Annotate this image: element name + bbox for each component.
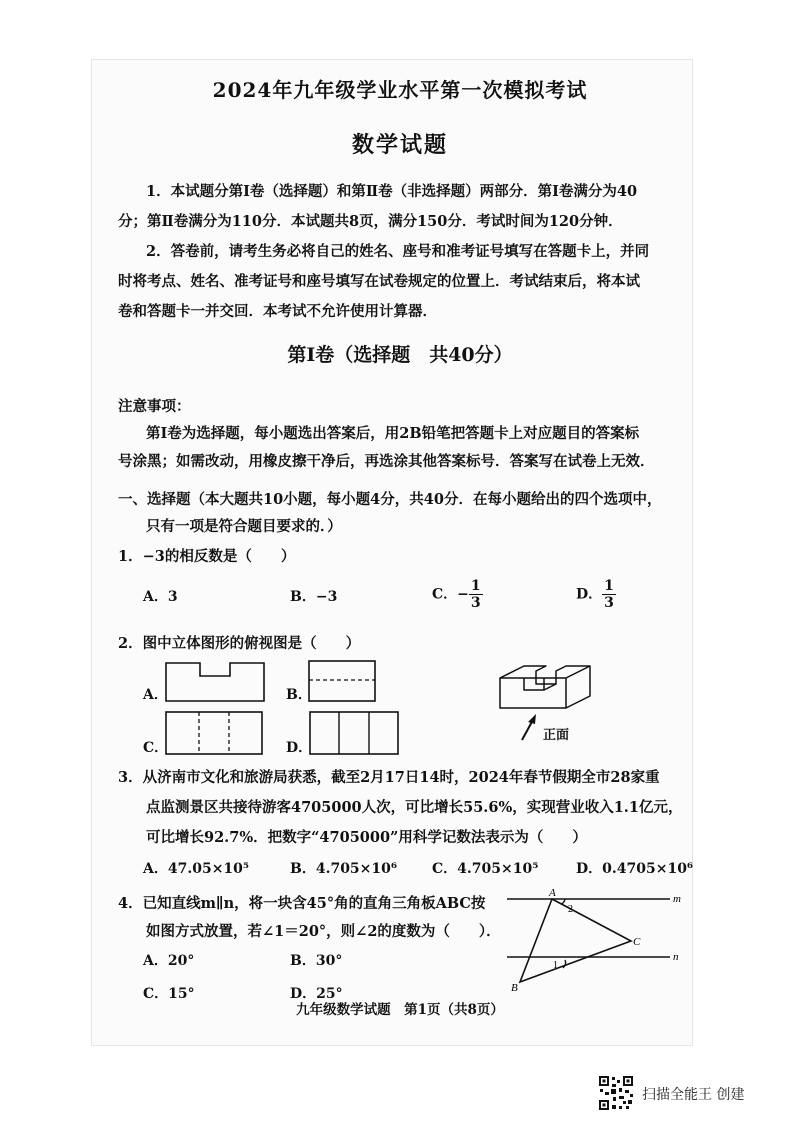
q2-option-c-figure: [165, 711, 263, 755]
q4-line-2: 如图方式放置，若∠1＝20°，则∠2的度数为（ ）．: [146, 923, 501, 940]
q4-label-a: A: [549, 887, 556, 899]
note-line-2: 分；第Ⅱ卷满分为110分．本试题共8页，满分150分．考试时间为120分钟．: [118, 213, 623, 230]
q2-stem: 2．图中立体图形的俯视图是（ ）: [118, 635, 361, 652]
q1-option-a: A．3: [143, 589, 178, 605]
q4-angle-2-label: 2: [568, 904, 573, 915]
attention-label: 注意事项：: [118, 398, 191, 415]
q1-option-c: [432, 578, 483, 611]
attention-line-2: 号涂黑；如需改动，用橡皮擦干净后，再选涂其他答案标号．答案写在试卷上无效．: [118, 453, 655, 470]
scanner-watermark: 扫描全能王 创建: [642, 1087, 745, 1103]
q4-line-1: 4．已知直线m∥n，将一块含45°角的直角三角板ABC按: [118, 895, 486, 912]
q2-option-d: D．: [286, 740, 313, 756]
q2-option-b: B．: [286, 687, 312, 703]
part-heading-line-1: 一、选择题（本大题共10小题，每小题4分，共40分．在每小题给出的四个选项中，: [118, 491, 662, 508]
q2-front-label: 正面: [543, 728, 570, 743]
q4-option-a: A．20°: [143, 953, 195, 969]
q2-option-a: A．: [143, 687, 168, 703]
q1-option-c-fraction: $\frac{1}{3}$: [470, 578, 481, 611]
note-line-4: 时将考点、姓名、准考证号和座号填写在试卷规定的位置上．考试结束后，将本试: [118, 273, 640, 290]
q3-line-1: 3．从济南市文化和旅游局获悉，截至2月17日14时，2024年春节假期全市28家重: [118, 769, 660, 786]
note-line-1: 1．本试题分第Ⅰ卷（选择题）和第Ⅱ卷（非选择题）两部分．第Ⅰ卷满分为40: [146, 183, 638, 200]
q2-option-a-figure: [165, 662, 265, 702]
q4-label-b: B: [511, 982, 518, 994]
exam-subtitle: 数学试题: [351, 132, 448, 158]
q3-option-c: C．4.705×10⁵: [432, 861, 539, 877]
q4-option-b: B．30°: [290, 953, 343, 969]
section-title: 第Ⅰ卷（选择题 共40分）: [287, 344, 513, 366]
note-line-3: 2．答卷前，请考生务必将自己的姓名、座号和准考证号填写在答题卡上，并同: [146, 243, 650, 260]
attention-line-1: 第Ⅰ卷为选择题，每小题选出答案后，用2B铅笔把答题卡上对应题目的答案标: [146, 425, 640, 442]
q4-triangle-figure: [505, 887, 685, 995]
q4-angle-1-label: 1: [553, 960, 558, 971]
note-line-5: 卷和答题卡一并交回．本考试不允许使用计算器．: [118, 303, 437, 320]
q1-stem: 1．−3的相反数是（ ）: [118, 548, 296, 565]
q1-option-d-fraction: $\frac{1}{3}$: [604, 578, 614, 611]
q1-option-d-prefix: D．: [576, 586, 603, 603]
q4-label-c: C: [633, 936, 641, 948]
q3-option-a: A．47.05×10⁵: [143, 861, 250, 877]
q4-label-m: m: [673, 893, 681, 905]
q2-option-d-figure: [309, 711, 399, 755]
page-footer: 九年级数学试题 第1页（共8页）: [296, 1002, 504, 1018]
q3-option-b: B．4.705×10⁶: [290, 861, 398, 877]
q3-line-2: 点监测景区共接待游客4705000人次，可比增长55.6%，实现营业收入1.1亿元，: [146, 799, 683, 816]
exam-title: 2024年九年级学业水平第一次模拟考试: [212, 78, 588, 102]
q1-option-c-prefix: C．−: [432, 586, 469, 603]
q4-option-c: C．15°: [143, 986, 195, 1002]
part-heading-line-2: 只有一项是符合题目要求的．）: [146, 518, 342, 535]
q3-line-3: 可比增长92.7%．把数字“4705000”用科学记数法表示为（ ）: [146, 829, 587, 846]
q1-option-b: B．−3: [290, 589, 338, 605]
q4-option-d: D．25°: [290, 986, 343, 1002]
q1-option-d: [576, 578, 616, 611]
q2-option-c: C．: [143, 740, 169, 756]
q3-option-d: D．0.4705×10⁶: [576, 861, 694, 877]
q4-label-n: n: [673, 951, 679, 963]
q2-option-b-figure: [308, 660, 376, 702]
qr-code-icon: [598, 1075, 634, 1111]
